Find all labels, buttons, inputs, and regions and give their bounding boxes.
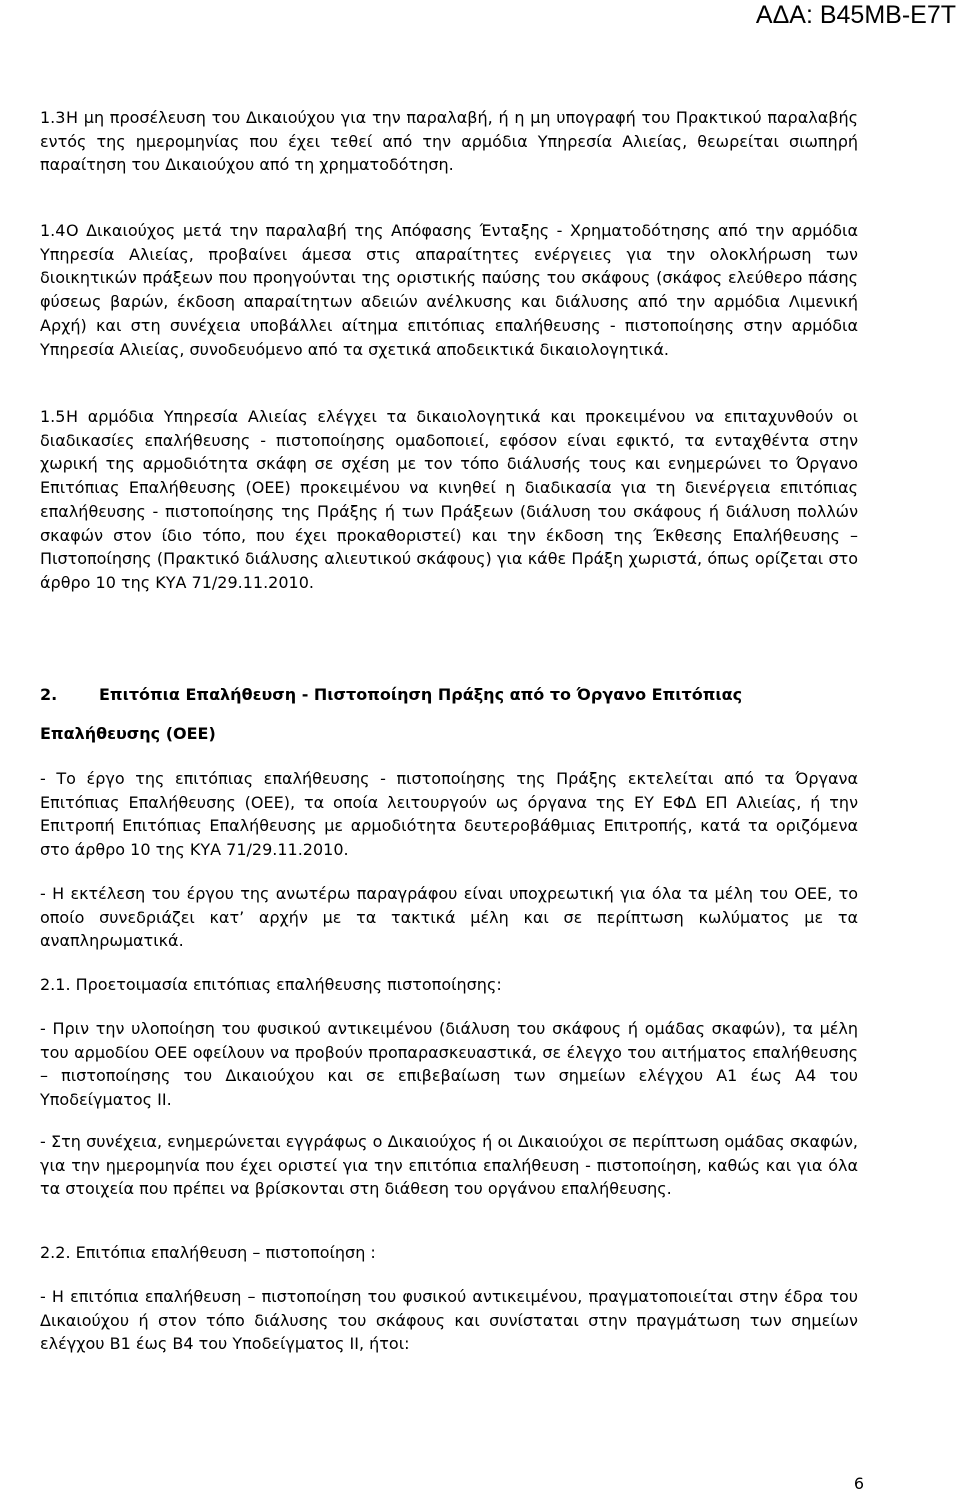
bullet-paragraph-2: - Η εκτέλεση του έργου της ανωτέρω παραγράφου είναι υποχρεωτική για όλα τα μέλη του ΟΕΕ, το οποίο συνεδριάζει κατ’ αρχήν με τα τακτικά μέλη και σε περίπτωση κωλύματος με τα αναπληρωματικά. (40, 884, 858, 951)
bullet-paragraph-5: - Η επιτόπια επαλήθευση – πιστοποίηση του φυσικού αντικειμένου, πραγματοποιείται στην έδρα του Δικαιούχου ή στον τόπο διάλυσης του σκάφους και συνίσταται στην πραγμάτωση των σημείων ελέγχου Β1 έως Β4 του Υποδείγματος ΙΙ, ήτοι: (40, 1287, 858, 1354)
page-number: 6 (853, 1474, 864, 1493)
paragraph-number: 1.3 (40, 108, 66, 127)
section-heading-line1: Επιτόπια Επαλήθευση - Πιστοποίηση Πράξης από το Όργανο Επιτόπιας (99, 685, 743, 704)
bullet-paragraph-1: - Το έργο της επιτόπιας επαλήθευσης - πιστοποίησης της Πράξης εκτελείται από τα Όργανα Επιτόπιας Επαλήθευσης (ΟΕΕ), τα οποία λειτουργούν ως όργανα της ΕΥ ΕΦΔ ΕΠ Αλιείας, ή την Επιτροπή Επιτόπιας Επαλήθευσης με αρμοδιότητα δευτεροβάθμιας Επιτροπής, κατά τα οριζόμενα στο άρθρο 10 της ΚΥΑ 71/29.11.2010. (40, 769, 858, 860)
paragraph-1-4 (40, 219, 858, 361)
paragraph-number: 1.4 (40, 221, 66, 240)
subsection-2-2: 2.2. Επιτόπια επαλήθευση – πιστοποίηση : (40, 1243, 376, 1262)
paragraph-1-3 (40, 106, 858, 177)
paragraph-text: Η μη προσέλευση του Δικαιούχου για την παραλαβή, ή η μη υπογραφή του Πρακτικού παραλαβής εντός της ημερομηνίας που έχει τεθεί από την αρμόδια Υπηρεσία Αλιείας, θεωρείται σιωπηρή παραίτηση του Δικαιούχου από τη χρηματοδότηση. (40, 108, 858, 175)
bullet-paragraph-3: - Πριν την υλοποίηση του φυσικού αντικειμένου (διάλυση του σκάφους ή ομάδας σκαφών), τα μέλη του αρμοδίου ΟΕΕ οφείλουν να προβούν προπαρασκευαστικά, σε έλεγχο του αιτήματος επαλήθευσης – πιστοποίησης του Δικαιούχου και σε επιβεβαίωση των σημείων ελέγχου Α1 έως Α4 του Υποδείγματος ΙΙ. (40, 1019, 858, 1110)
paragraph-1-5 (40, 405, 858, 595)
ada-code: ΑΔΑ: Β45ΜΒ-Ε7Τ (755, 1, 956, 29)
subsection-2-1: 2.1. Προετοιμασία επιτόπιας επαλήθευσης πιστοποίησης: (40, 975, 502, 994)
bullet-paragraph-4: - Στη συνέχεια, ενημερώνεται εγγράφως ο Δικαιούχος ή οι Δικαιούχοι σε περίπτωση ομάδας σκαφών, για την ημερομηνία που έχει οριστεί για την επιτόπια επαλήθευση - πιστοποίηση, καθώς και για όλα τα στοιχεία που πρέπει να βρίσκονται στη διάθεση του οργάνου επαλήθευσης. (40, 1132, 858, 1199)
paragraph-text: Ο Δικαιούχος μετά την παραλαβή της Απόφασης Ένταξης - Χρηματοδότησης από την αρμόδια Υπηρεσία Αλιείας, προβαίνει άμεσα στις απαραίτητες ενέργειες για την ολοκλήρωση των διοικητικών πράξεων που προηγούνται της οριστικής παύσης του σκάφους (σκάφος ελεύθερο πάσης φύσεως βαρών, έκδοση απαραίτητων αδειών ανέλκυσης και διάλυσης από την αρμόδια Λιμενική Αρχή) και στη συνέχεια υποβάλλει αίτημα επιτόπιας επαλήθευσης - πιστοποίησης στην αρμόδια Υπηρεσία Αλιείας, συνοδευόμενο από τα σχετικά αποδεικτικά δικαιολογητικά. (40, 221, 858, 359)
section-heading-number: 2. (40, 685, 58, 704)
paragraph-number: 1.5 (40, 407, 66, 426)
section-heading-line2: Επαλήθευσης (ΟΕΕ) (40, 724, 216, 743)
paragraph-text: Η αρμόδια Υπηρεσία Αλιείας ελέγχει τα δικαιολογητικά και προκειμένου να επιταχυνθούν οι διαδικασίες επαλήθευσης - πιστοποίησης ομαδοποιεί, εφόσον είναι εφικτό, τα ενταχθέντα στην χωρική της αρμοδιότητα σκάφη σε σχέση με τον τόπο διάλυσής τους και ενημερώνει το Όργανο Επιτόπιας Επαλήθευσης (ΟΕΕ) προκειμένου να κινηθεί η διαδικασία για τη διενέργεια επιτόπιας επαλήθευσης - πιστοποίησης της Πράξης ή των Πράξεων (διάλυση του σκάφους ή διάλυση πολλών σκαφών στον ίδιο τόπο, που έχει προκαθοριστεί) και την έκδοση της Έκθεσης Επαλήθευσης –Πιστοποίησης (Πρακτικό διάλυσης αλιευτικού σκάφους) για κάθε Πράξη χωριστά, όπως ορίζεται στο άρθρο 10 της ΚΥΑ 71/29.11.2010. (40, 407, 858, 592)
